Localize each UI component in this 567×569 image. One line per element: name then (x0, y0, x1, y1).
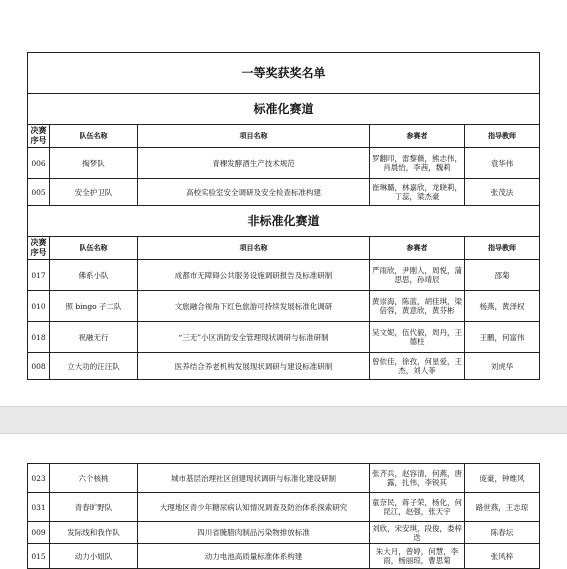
header-members: 参赛者 (370, 237, 465, 260)
header-members: 参赛者 (370, 125, 465, 148)
cell-project: 四川省腌腊肉制品污染物排放标准 (138, 522, 370, 544)
cell-members: 童奈民，蒋子荣，杨化，何昆江，赵强，张天宇 (370, 493, 465, 522)
cell-no: 010 (28, 291, 50, 322)
cell-team: 掏梦队 (50, 148, 138, 179)
section-title: 非标准化赛道 (28, 206, 540, 237)
cell-no: 018 (28, 322, 50, 353)
cell-project: 大理地区青少年糖尿病认知情况调查及防治体系探索研究 (138, 493, 370, 522)
cell-team: 佛系小队 (50, 260, 138, 291)
cell-advisor: 邵菊 (465, 260, 540, 291)
table-row (28, 179, 540, 206)
cell-no: 017 (28, 260, 50, 291)
cell-team: 动力小姐队 (50, 544, 138, 569)
cell-no: 015 (28, 544, 50, 569)
table-row (28, 544, 540, 569)
cell-advisor: 杨燕，黄泽权 (465, 291, 540, 322)
cell-members: 严雨欣，尹刚人，周悦，蒲思思，孙靖辰 (370, 260, 465, 291)
cell-no: 009 (28, 522, 50, 544)
cell-team: 照 bingo 子二队 (50, 291, 138, 322)
header-advisor: 指导教师 (465, 237, 540, 260)
header-team: 队伍名称 (50, 237, 138, 260)
cell-project: 医养结合养老机构发展现状调研与建设标准研制 (138, 353, 370, 380)
award-table (27, 52, 540, 380)
cell-members: 朱大月，曾婷，何慧，李雨，杨丽琼，曹思菊 (370, 544, 465, 569)
cell-members: 黄崇海，陈蓝，胡佳琪，梁倍蓉，黄意欣，黄芬彬 (370, 291, 465, 322)
cell-project: 青稞发酵酒生产技术规范 (138, 148, 370, 179)
cell-no: 008 (28, 353, 50, 380)
cell-members: 曾依佳，徐孜，何星爱，王杰，刘人菲 (370, 353, 465, 380)
cell-advisor: 庞豪，钟维风 (465, 464, 540, 493)
cell-project: 城市基层治理社区创建现状调研与标准化建设研制 (138, 464, 370, 493)
cell-members: 张齐兵，赵容清，何燕，唐露，扎伟，李锐其 (370, 464, 465, 493)
cell-no: 031 (28, 493, 50, 522)
table-row (28, 353, 540, 380)
table-row (28, 322, 540, 353)
cell-no: 023 (28, 464, 50, 493)
table-row (28, 522, 540, 544)
cell-team: 立大功的汪汪队 (50, 353, 138, 380)
cell-team: 发际线和我作队 (50, 522, 138, 544)
cell-advisor: 陈春坛 (465, 522, 540, 544)
cell-no: 005 (28, 179, 50, 206)
page-gap (0, 406, 567, 434)
cell-team: 六个核桃 (50, 464, 138, 493)
table-row (28, 464, 540, 493)
header-no: 决赛序号 (28, 125, 50, 148)
cell-members: 崔琳璐，林嘉欣，龙晓莉，丁蕊，梁杰豪 (370, 179, 465, 206)
cell-advisor: 袁华伟 (465, 148, 540, 179)
cell-team: 安全护卫队 (50, 179, 138, 206)
cell-team: 祝融无行 (50, 322, 138, 353)
cell-advisor: 刘虎华 (465, 353, 540, 380)
cell-no: 006 (28, 148, 50, 179)
cell-project: 动力电池高质量标准体系构建 (138, 544, 370, 569)
cell-members: 吴文妮，伍代毅，周丹，王德柱 (370, 322, 465, 353)
cell-advisor: 路世燕，王志琼 (465, 493, 540, 522)
cell-advisor: 张茂法 (465, 179, 540, 206)
cell-advisor: 张风梓 (465, 544, 540, 569)
cell-team: 青春旷野队 (50, 493, 138, 522)
cell-project: 文旅融合视角下红色旅游可持续发展标准化调研 (138, 291, 370, 322)
cell-advisor: 王鹏，何富伟 (465, 322, 540, 353)
cell-project: “三无”小区消防安全管理现状调研与标准研制 (138, 322, 370, 353)
section-title: 标准化赛道 (28, 94, 540, 125)
page-title: 一等奖获奖名单 (28, 53, 540, 94)
header-no: 决赛序号 (28, 237, 50, 260)
header-advisor: 指导教师 (465, 125, 540, 148)
header-project: 项目名称 (138, 125, 370, 148)
table-row (28, 260, 540, 291)
cell-project: 成都市无障碍公共服务设施调研报告及标准研制 (138, 260, 370, 291)
header-team: 队伍名称 (50, 125, 138, 148)
table-row (28, 148, 540, 179)
table-row (28, 493, 540, 522)
header-project: 项目名称 (138, 237, 370, 260)
cell-project: 高校实验室安全调研及安全检查标准构建 (138, 179, 370, 206)
award-table-continued (27, 463, 540, 569)
cell-members: 刘欣，宋安琪，段俊，娄梓迭 (370, 522, 465, 544)
table-row (28, 291, 540, 322)
cell-members: 罗翻印，雷黎薇，熊志伟，肖晨怡，李茜，魏莉 (370, 148, 465, 179)
